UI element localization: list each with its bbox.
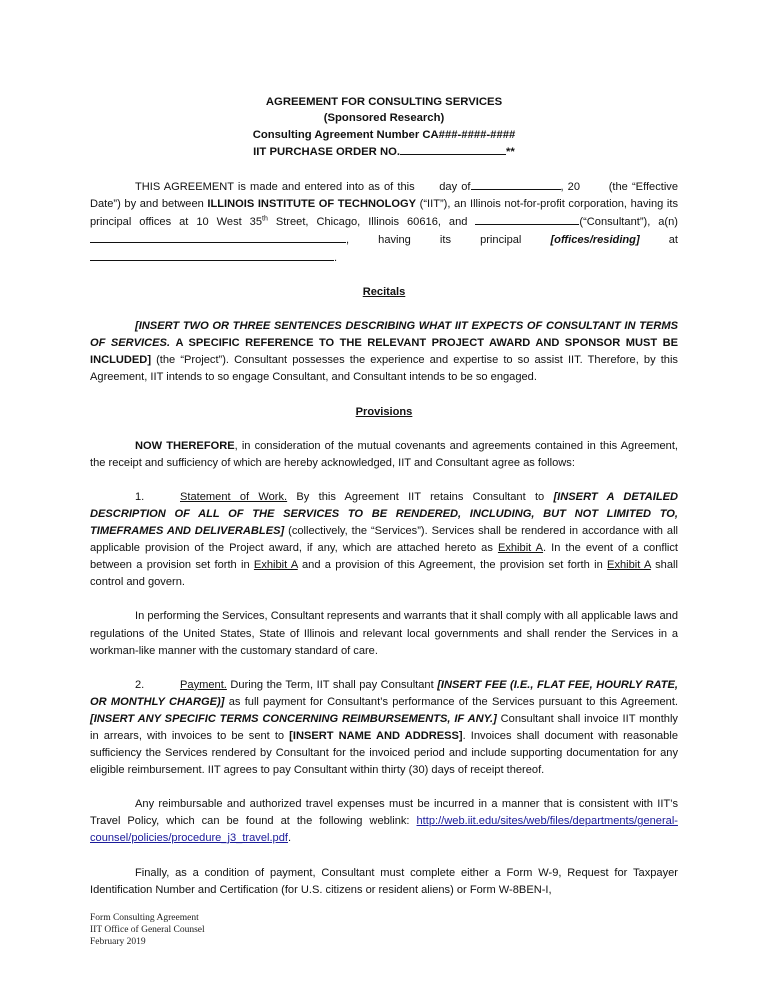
- section-number: 2.: [135, 678, 145, 691]
- purchase-order-blank: [400, 143, 506, 155]
- purchase-order-line: [90, 143, 678, 160]
- footer-office: IIT Office of General Counsel: [90, 924, 205, 935]
- tax-form-paragraph: Finally, as a condition of payment, Consultant must complete either a Form W-9, Request for Taxpayer Identification Number and Certification (for U.S. citizens or resident aliens) or Form W-8BEN-I,: [90, 866, 678, 896]
- document-header: [90, 94, 678, 161]
- section-title: Statement of Work.: [180, 490, 288, 503]
- recitals-paragraph: [INSERT TWO OR THREE SENTENCES DESCRIBING WHAT IIT EXPECTS OF CONSULTANT IN TERMS OF SERVICES. A SPECIFIC REFERENCE TO THE RELEVANT PROJECT AWARD AND SPONSOR MUST BE INCLUDED] (the “Project”). Consultant possesses the experience and expertise to so assist IIT. Therefore, by this Agreement, IIT intends to so engage Consultant, and Consultant intends to be so engaged.: [90, 320, 678, 384]
- recitals-heading: Recitals: [362, 286, 406, 299]
- agreement-number: Consulting Agreement Number CA###-####-####: [252, 128, 516, 141]
- section-number: 1.: [135, 490, 145, 503]
- address-blank: [90, 249, 334, 261]
- section-title: Payment.: [180, 678, 227, 691]
- section-1-compliance-paragraph: In performing the Services, Consultant represents and warrants that it shall comply with all applicable laws and regulations of the United States, State of Illinois and relevant local governments and shall render the Services in a workman-like manner with the customary standard of care.: [90, 610, 678, 657]
- purchase-order-label: IIT PURCHASE ORDER NO.: [253, 146, 401, 159]
- section-1-statement-of-work: 1. Statement of Work. By this Agreement IIT retains Consultant to [INSERT A DETAILED DESCRIPTION OF ALL OF THE SERVICES TO BE RENDERED, INCLUDING, BUT NOT LIMITED TO, TIMEFRAMES AND DELIVERABLES] (collectively, the “Services”). Services shall be rendered in accordance with all applicable provision of the Project award, if any, which are attached hereto as Exhibit A. In the event of a conflict between a provision set forth in Exhibit A and a provision of this Agreement, the provision set forth in Exhibit A shall control and govern.: [90, 490, 679, 589]
- document-subtitle: (Sponsored Research): [323, 112, 445, 125]
- travel-expenses-paragraph: Any reimbursable and authorized travel expenses must be incurred in a manner that is consistent with IIT’s Travel Policy, which can be found at the following weblink: http://web.iit.edu/sites/web/files/departments/general-counsel/policies/procedure_j3_travel.pdf.: [90, 798, 678, 845]
- page-footer: [90, 913, 205, 948]
- document-title: AGREEMENT FOR CONSULTING SERVICES: [265, 96, 503, 108]
- consultant-type-blank: [90, 231, 346, 243]
- travel-policy-link[interactable]: http://web.iit.edu/sites/web/files/departments/general-counsel/policies/procedure_j3_travel.pdf: [90, 815, 678, 845]
- intro-paragraph: THIS AGREEMENT is made and entered into as of this day of , 20 (the “Effective Date”) by and between ILLINOIS INSTITUTE OF TECHNOLOGY (“IIT”), an Illinois not-for-profit corporation, having its principal offices at 10 West 35th Street, Chicago, Illinois 60616, and (“Consultant”), a(n), having its principal [offices/residing] at.: [90, 178, 678, 267]
- day-blank: [471, 178, 561, 190]
- organization-name: ILLINOIS INSTITUTE OF TECHNOLOGY: [207, 197, 417, 210]
- provisions-heading: Provisions: [355, 405, 413, 418]
- footer-form-name: Form Consulting Agreement: [90, 913, 199, 923]
- document-body: [90, 94, 678, 899]
- consultant-name-blank: [475, 213, 579, 225]
- exhibit-a-reference: Exhibit A: [253, 559, 298, 572]
- provisions-paragraph: NOW THEREFORE, in consideration of the mutual covenants and agreements contained in this Agreement, the receipt and sufficiency of which are hereby acknowledged, IIT and Consultant agree as follows:: [90, 439, 679, 469]
- section-2-payment: 2. Payment. During the Term, IIT shall pay Consultant [INSERT FEE (I.E., FLAT FEE, HOURLY RATE, OR MONTHLY CHARGE)] as full payment for Consultant’s performance of the Services pursuant to this Agreement. [INSERT ANY SPECIFIC TERMS CONCERNING REIMBURSEMENTS, IF ANY.] Consultant shall invoice IIT monthly in arrears, with invoices to be sent to [INSERT NAME AND ADDRESS]. Invoices shall document with reasonable sufficiency the Services rendered by Consultant for the invoiced period and include supporting documentation for any eligible reimbursement. IIT agrees to pay Consultant within thirty (30) days of receipt thereof.: [90, 678, 678, 777]
- purchase-order-suffix: **: [506, 146, 515, 159]
- exhibit-a-reference: Exhibit A: [497, 542, 544, 555]
- exhibit-a-reference: Exhibit A: [607, 559, 651, 572]
- footer-date: February 2019: [90, 936, 146, 947]
